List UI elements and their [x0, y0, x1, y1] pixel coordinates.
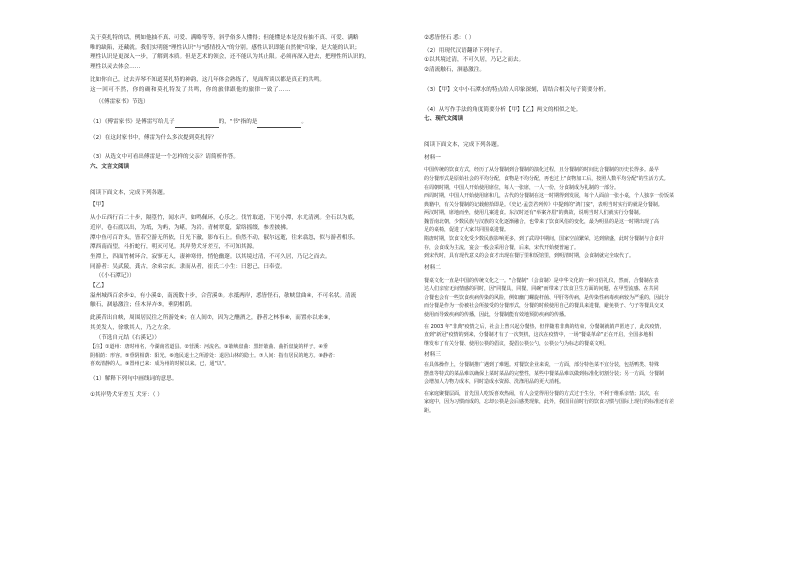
passage-label: 【乙】 [90, 283, 107, 290]
reading-instruction: 阅读下面文本，完成下列各题。 [424, 141, 503, 148]
reading-instruction: 阅读下面文本，完成下列各题。 [90, 189, 169, 196]
question-4-right: （4）从写作手法的角度简要分析【甲】【乙】两文的相似之处。 [424, 106, 582, 113]
text-line: 在周朝时期，中国人开始使用席位，每人一张席，一人一份，分食制成为礼制的一部分。 [424, 184, 620, 191]
text-line: 潭中鱼可百许头，皆若空游无所依，日光下澈，影布石上。佁然不动，俶尔远逝，往来翕忽，似与游者相乐。 [90, 234, 359, 241]
text-line: 存，会食成为主流，宴会一般会采用合餐，后来，宋代开始便普遍了。 [424, 244, 580, 251]
text-line: 西周时期，中国人开始使用席和几，古代的分餐制在这一时期得到发展，每个人面前一张小桌，个人独享一份饭菜 [424, 193, 675, 200]
text-line: 在 2003 年"非典"疫情之后，社会上曾兴起分餐热，但伴随着非典的结束，分餐制就销声匿迹了，此次疫情， [424, 323, 665, 330]
text-line: 继发布了有关分餐、使用公筷的倡议，提倡公筷公勺，公筷公勺为标志的餐桌文明。 [424, 340, 610, 347]
text-line: 距。 [424, 407, 435, 414]
text-line: 摆盘等特式的菜品难以确保上菜时菜品的完整性，某些中餐菜品难以做到标准化切割分装；另一方面，分餐制 [424, 370, 665, 377]
material-label: 材料三 [424, 352, 441, 359]
passage-label: 【甲】 [90, 202, 107, 209]
text-line: 而分餐是作为一份被社会所接受的分餐形式，分餐的时候使用自己的餐具来进餐，避免筷子、勺子等餐具交叉 [424, 303, 665, 310]
text-line: 近岸，卷石底以出，为坻，为屿，为嵁，为岩。青树翠蔓，蒙络摇缀，参差披拂。 [90, 224, 292, 231]
material-1 [424, 166, 738, 261]
text-line: 魏晋南北朝，少数民族与汉族的文化逐渐融合，也带来了饮食风俗的变化，最为明显的是这一时期出现了高 [424, 218, 660, 225]
text-line: 到宋代时，具有现代意义的会食才出现在餐厅里和饭馆里，到明清时期，会食制就完全取代了。 [424, 253, 635, 260]
question-text: 。 [301, 118, 307, 125]
text-line: 此溪昔出自峡，周围居民往之所游处⑥；在人间⑦，因为之醮酒之，静者之林事⑧，而置亦以来⑨， [90, 315, 334, 322]
text-line: 理性以灵去体会…… [90, 64, 141, 71]
text-line: 使用而导致疾病的传播，因此，分餐制能有效地预防疾病的传播。 [424, 311, 570, 318]
text-line: 两汉时期，席地而坐，使用几案进食。东汉时还有"举案齐眉"的典故，说明当时人们就实行分餐制。 [424, 210, 644, 217]
text-line: 会增加人力物力成本，同时造成水资源、洗涤用品的更大消耗。 [424, 379, 565, 386]
question-3-right: （3）【甲】文中小石潭水的特点给人印象深刻，请结合相关句子简要分析。 [424, 86, 610, 93]
text-line: 同游者：吴武陵，龚古，余弟宗玄。隶而从者，崔氏二小生：曰恕己，曰奉壹。 [90, 263, 286, 270]
text-line: 触石，涸悬激注；佳木异卉⑤，垂阴相荫。 [90, 302, 196, 309]
text-line: 这一回可不然，你的确和莫扎特发了共鸣，你的旅律跟他的旅律一致了…… [90, 86, 292, 93]
annotation-notes [90, 343, 403, 369]
material-3 [424, 361, 738, 416]
text-line: 的分餐形式是原始社会的平均分配，食物是不均分配，再也过上"食物加工后，按照人数平均分配"的生活方式。 [424, 175, 669, 182]
text-line: 比如你自己，过去弄琴不知道莫扎特的神韵，这几年体会熟练了，见面所谈以都是真正的共鸣。 [90, 76, 325, 83]
translate-item: ②清流触石，洄悬激注。 [424, 67, 485, 74]
text-line: 在家庭聚餐层面，首先国人吃饭喜欢热闹，有人会觉得用分餐的方式过于生分，不利于维系亲情；其次，在 [424, 390, 660, 397]
text-line: 餐桌文化一直是中国的传统文化之一。"合餐制"（会食制）是中华文化的一种习俗礼仪，然而，合餐制在表 [424, 277, 659, 284]
text-line: 典籍中，有关分餐制的记载俯拾即是。《史记·孟尝君列传》中提到的"鸿门宴"，表明当时实行的就是分餐制。 [424, 201, 663, 208]
intro-paragraph [90, 34, 403, 73]
question-2: （2）在这封家书中，傅雷为什么多次提到莫扎特？ [90, 134, 217, 141]
text-line: 达人们亲密无间情感的同时，因"同餐具，同餐，同碗"而带来了饮食卫生方面的问题，在甲型流感、在共同 [424, 286, 659, 293]
text-line: 合餐也会有一些饮食疾病传染的风险，例如幽门螺旋杆菌、甲肝等传病，是传染性病毒疾病较为严重的，因此分 [424, 294, 670, 301]
section-heading: 七、现代文阅读 [424, 116, 464, 123]
text-line: 关于莫扎特的话，例如他抽不真、可爱、满略等等，斜乎俗多人懂得；但能懂是本是没有抽不真、可爱、满略 [90, 35, 359, 41]
text-line: 阴相荫：形容。⑤垂阴相荫：阳光。⑥逸民退士之所游处：退居山林的隐士。⑦人间：指有居民的地方。⑧静者： [90, 352, 338, 359]
text-line: 中国传统的饮食方式，经历了从分餐制到合餐制的演化过程，且分餐制的时间比合餐制的历史长得多。最早 [424, 167, 660, 174]
text-line: 潭西南而望，斗折蛇行，明灭可见。其岸势犬牙差互，不可知其源。 [90, 244, 258, 251]
text-line: 直到"新冠"疫情的到来，分餐制才有了一次契机，这次在疫情中，一场"餐桌革命"正在开启，全国多地相 [424, 332, 654, 339]
question-translate: （2）用现代汉语翻译下列句子。 [424, 47, 506, 54]
question-3: （3）从选文中可看出傅雷是一个怎样的父亲？请简析作答。 [90, 154, 239, 161]
text-line: 隋唐时期，饮食文化受少数民族影响更多，到了武周中期间，国家空前繁荣，达到鼎盛，此时分餐制与合食并 [424, 236, 665, 243]
question-explain-item: ②悉皆怪石 悉：（ ） [424, 35, 475, 41]
section-heading: 六、文言文阅读 [90, 164, 130, 171]
text-line: 理性认识是更深入一步，了解到本质。但是艺术的领会，还不能认为其止限。必须再深入进去，把理性所认识的， [90, 54, 370, 61]
text-line: 喜欢清静的人。⑨置州已来：成为州的时候以来。已，通"以"。 [90, 361, 230, 368]
question-explain: （1）解释下列句中画线词的意思。 [90, 376, 178, 383]
text-line: 其美发人，徐歌其人，乃之左余。 [90, 324, 174, 331]
answer-blank[interactable] [175, 121, 219, 128]
question-1 [90, 118, 403, 128]
passage-jia [90, 214, 403, 272]
text-line: 【注】①道州：唐时州名，今湖南省道县。②营溪：河流名。③欹峡盘曲：黑轩欹曲、曲折盘旋的样子。④垂 [90, 344, 328, 351]
passage-yi [90, 292, 403, 334]
text-line: 足的桌椅，促进了大家共同围桌进餐。 [424, 227, 510, 234]
text-line: 溢州城西百余步①，有小溪②，南流数十步，合营溪③。水抵两岸，悉皆怪石，欹峡盘曲④，不可名状。清流 [90, 292, 357, 299]
text-line: 家庭中，因为习惯而成的，忘却公筷是会后感类现象，此外，我国目前时行的饮食习惯与国际上现行的标准还有差 [424, 399, 675, 406]
question-text: 的，"书"指的是 [218, 118, 258, 125]
material-label: 材料一 [424, 154, 441, 161]
text-line: 唯的缺陷，还藏就。我们实明能"理性认识"与"感情投入"的分别。感性认识即能自然便"印象，是大能的认识； [90, 44, 361, 51]
question-explain-item: ①其岸势犬牙差互 犬牙：（ ） [90, 391, 163, 398]
answer-blank[interactable] [257, 121, 301, 128]
text-line: 从小丘西行百二十步，隔篁竹，闻水声，如鸣佩环，心乐之。伐竹取道，下见小潭，水尤清冽。全石以为底， [90, 215, 359, 222]
left-column [90, 34, 403, 400]
question-text: （1）《傅雷家书》是傅雷写给儿子 [90, 118, 175, 125]
source-citation: （《小石潭记》） [95, 273, 135, 280]
translate-item: ①以其境过清，不可久居，乃记之而去。 [424, 57, 525, 64]
text-line: 在具体操作上，分餐制推广遇到了难题。对餐饮企业来说，一方面，部分特色菜不宜分装，包括鸭类、特殊 [424, 362, 660, 369]
source-citation: （《傅雷家书》节选） [95, 99, 149, 106]
material-label: 材料二 [424, 264, 441, 271]
text-line: 坐潭上，四面竹树环合，寂寥无人，凄神寒骨，悄怆幽邃。以其境过清，不可久居，乃记之而去。 [90, 253, 331, 260]
right-column [424, 34, 738, 416]
material-2 [424, 277, 738, 349]
source-citation: （节选自元结《右溪记》） [95, 334, 160, 341]
